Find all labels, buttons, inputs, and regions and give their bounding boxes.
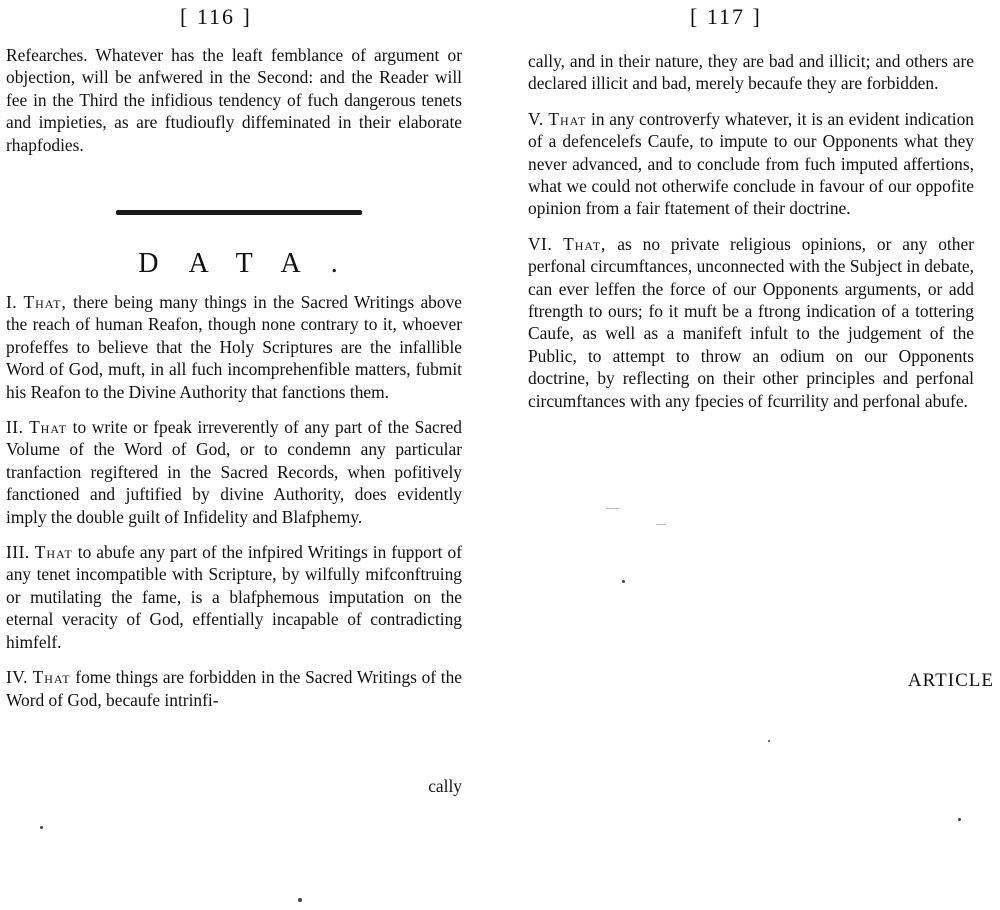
item-number: IV. xyxy=(6,667,28,688)
item-lead: That xyxy=(29,417,68,438)
right-page xyxy=(520,0,1000,910)
data-list-left xyxy=(6,291,462,724)
item-number: II. xyxy=(6,417,24,438)
item-text: in any controverfy whatever, it is an evident indication of a defencelefs Caufe, to impute to our Opponents what they never advanced, and to conclude from fuch imputed affertions, what we could not otherwife conclude in favour of our oppofite opinion from a fair ftatement of their doctrine. xyxy=(528,108,974,219)
scan-speck xyxy=(768,740,770,742)
catchword-right: ARTICLE xyxy=(907,670,994,691)
data-item-6 xyxy=(528,233,974,412)
data-item-3 xyxy=(6,541,462,653)
catchword-left: cally xyxy=(428,776,462,796)
item-number: V. xyxy=(528,108,544,129)
intro-text: Refearches. Whatever has the leaft femblance of argument or objection, will be anfwered in the Second: and the Reader will fee in the Third the infidious tendency of fuch dangerous tenets and impieties, as are ftudioufly diffeminated in their elaborate rhapfodies. xyxy=(6,45,462,155)
item-lead: That xyxy=(32,667,71,688)
scan-speck xyxy=(622,580,625,583)
scan-speck xyxy=(958,818,961,821)
item-text: to write or fpeak irreverently of any part of the Sacred Volume of the Word of God, or to condemn any particular tranfaction regiftered in the Sacred Records, when pofitively fanctioned and juftified by divine Authority, does evidently imply the double guilt of Infidelity and Blafphemy. xyxy=(6,417,462,527)
section-heading: DATA. xyxy=(138,248,368,279)
item-text: to abufe any part of the infpired Writings in fupport of any tenet incompatible with Scripture, by wilfully mifconftruing or mutilating the fame, is a blafphemous imputation on the eternal veracity of God, effentially incapable of contradicting himfelf. xyxy=(6,542,462,652)
data-list-right xyxy=(528,50,974,425)
item-text: there being many things in the Sacred Writings above the reach of human Reafon, though none contrary to it, whoever profeffes to believe that the Holy Scriptures are the infallible Word of God, muft, in all fuch incomprehenfible matters, fubmit his Reafon to the Divine Authority that fanctions them. xyxy=(6,292,462,402)
item-text: fome things are forbidden in the Sacred Writings of the Word of God, becaufe intrinfi- xyxy=(6,667,462,710)
item-number: III. xyxy=(6,542,30,563)
left-page xyxy=(0,0,470,910)
scan-mark xyxy=(606,508,620,509)
scan-speck xyxy=(298,898,302,902)
intro-paragraph xyxy=(6,44,462,169)
ornamental-rule xyxy=(116,210,362,215)
data-item-4 xyxy=(6,666,462,711)
item-number: VI. xyxy=(528,233,553,254)
data-item-5 xyxy=(528,108,974,220)
item-number: I. xyxy=(6,292,18,312)
data-item-2 xyxy=(6,416,462,528)
item-lead: That, xyxy=(563,233,607,254)
page-number-right: [ 117 ] xyxy=(690,4,762,29)
scan-mark xyxy=(656,524,666,525)
item-lead: That xyxy=(34,542,73,563)
data-item-1 xyxy=(6,291,462,403)
page-number-left: [ 116 ] xyxy=(180,4,252,29)
continuation-text: cally, and in their nature, they are bad and illicit; and others are declared illicit and bad, merely becaufe they are forbidden. xyxy=(528,51,974,94)
item-text: as no private religious opinions, or any other perfonal circumftances, unconnected with the Subject in debate, can ever leffen the force of our Opponents arguments, or add ftrength to ours; fo it muft be a ftrong indication of a tottering Caufe, as well as a manifeft infult to the judgement of the Public, to attempt to throw an odium on our Opponents doctrine, by reflecting on their other principles and perfonal circumftances with any fpecies of fcurrility and perfonal abufe. xyxy=(528,233,974,411)
scan-speck xyxy=(40,826,43,829)
item-lead: That xyxy=(548,108,587,129)
item-lead: That, xyxy=(23,292,67,312)
